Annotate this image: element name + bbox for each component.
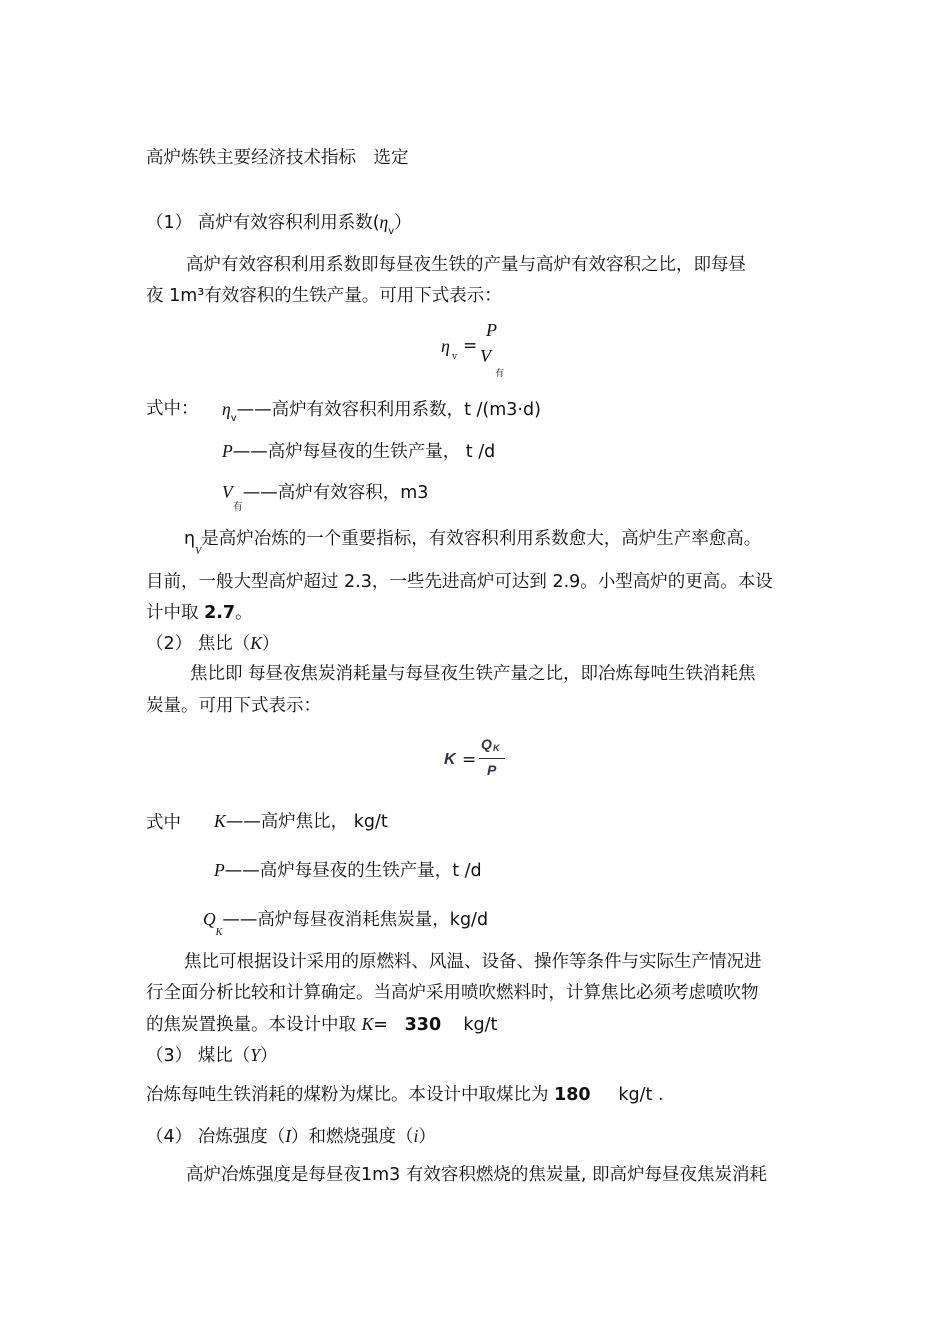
document-page: 高炉炼铁主要经济技术指标 选定 （1） 高炉有效容积利用系数$(\eta_v)$ 高炉有效容积利用系数即每昼夜生铁的产量与高炉有效容积之比，即每昼 夜 1m³有效容积的生铁产量。可用下式表示： η v = P V 有 式中： $\eta_v——$高炉有效容积利用系数，t /(m3·d) P——高炉每昼夜的生铁产量， t /d $V_有——$高炉有效容积，m3 $\eta_V$是高炉冶炼的一个重要指标，有效容积利用系数愈大，高炉生产率愈高。 目前，一般大型高炉超过 2.3，一些先进高炉可达到 2.9。小型高炉的更高。本设 计中取 2.7。 （2） 焦比（K） 焦比即 每昼夜焦炭消耗量与每昼夜生铁产量之比，即冶炼每吨生铁消耗焦 炭量。可用下式表示： K = Q K P 式中 K——高炉焦比， kg/t P——高炉每昼夜的生铁产量，t /d $Q_K——$高炉每昼夜消耗焦炭量，kg/d 焦比可根据设计采用的原燃料、风温、设备、操作等条件与实际生产情况进 行全面分析比较和计算确定。当高炉采用喷吹燃料时，计算焦比必须考虑喷吹物 的焦炭置换量。本设计中取 K= 330 kg/t （3） 煤比（Y） 冶炼每吨生铁消耗的煤粉为煤比。本设计中取煤比为 180 kg/t . （4） 冶炼强度（I）和燃烧强度（i） 高炉冶炼强度是每昼夜1m3 有效容积燃烧的焦炭量, 即高炉每昼夜焦炭消耗 bbox=[146, 148, 773, 1185]
section-1-para-line-2: 夜 1m³有效容积的生铁产量。可用下式表示： bbox=[146, 286, 502, 306]
where-label-1: 式中： bbox=[146, 399, 199, 419]
section-1-para2-line-2: 目前，一般大型高炉超过 2.3，一些先进高炉可达到 2.9。小型高炉的更高。本设 bbox=[146, 572, 773, 592]
section-2-para2-line-2: 行全面分析比较和计算确定。当高炉采用喷吹燃料时，计算焦比必须考虑喷吹物 bbox=[146, 983, 759, 1003]
section-2-para-line-2: 炭量。可用下式表示： bbox=[146, 696, 321, 716]
section-1-para2-line-1: $\eta_V$是高炉冶炼的一个重要指标，有效容积利用系数愈大，高炉生产率愈高。 bbox=[184, 529, 762, 557]
where-label-2: 式中 bbox=[146, 813, 181, 833]
definition-P-2: P——高炉每昼夜的生铁产量，t /d bbox=[214, 860, 482, 881]
fraction-bar bbox=[479, 758, 505, 759]
section-1-para-line-1: 高炉有效容积利用系数即每昼夜生铁的产量与高炉有效容积之比，即每昼 bbox=[186, 255, 746, 275]
section-2-para2-line-3: 的焦炭置换量。本设计中取 K= 330 kg/t bbox=[146, 1014, 498, 1035]
section-1-heading: （1） 高炉有效容积利用系数$(\eta_v)$ bbox=[146, 212, 412, 237]
section-4-heading: （4） 冶炼强度（I）和燃烧强度（i） bbox=[146, 1126, 436, 1147]
section-2-heading: （2） 焦比（K） bbox=[146, 633, 280, 654]
section-2-para2-line-1: 焦比可根据设计采用的原燃料、风温、设备、操作等条件与实际生产情况进 bbox=[184, 952, 762, 972]
definition-V: $V_有——$高炉有效容积，m3 bbox=[222, 482, 429, 513]
definition-eta: $\eta_v——$高炉有效容积利用系数，t /(m3·d) bbox=[222, 399, 541, 424]
definition-P: P——高炉每昼夜的生铁产量， t /d bbox=[222, 441, 496, 462]
definition-QK: $Q_K——$高炉每昼夜消耗焦炭量，kg/d bbox=[203, 909, 489, 938]
section-3-heading: （3） 煤比（Y） bbox=[146, 1045, 278, 1066]
definition-K: K——高炉焦比， kg/t bbox=[214, 811, 388, 832]
document-title: 高炉炼铁主要经济技术指标 选定 bbox=[146, 148, 409, 168]
section-1-para2-line-3: 计中取 2.7。 bbox=[146, 603, 253, 623]
section-3-para: 冶炼每吨生铁消耗的煤粉为煤比。本设计中取煤比为 180 kg/t . bbox=[146, 1085, 664, 1105]
section-4-para-line-1: 高炉冶炼强度是每昼夜1m3 有效容积燃烧的焦炭量, 即高炉每昼夜焦炭消耗 bbox=[186, 1165, 768, 1185]
section-2-para-line-1: 焦比即 每昼夜焦炭消耗量与每昼夜生铁产量之比，即冶炼每吨生铁消耗焦 bbox=[190, 664, 756, 684]
